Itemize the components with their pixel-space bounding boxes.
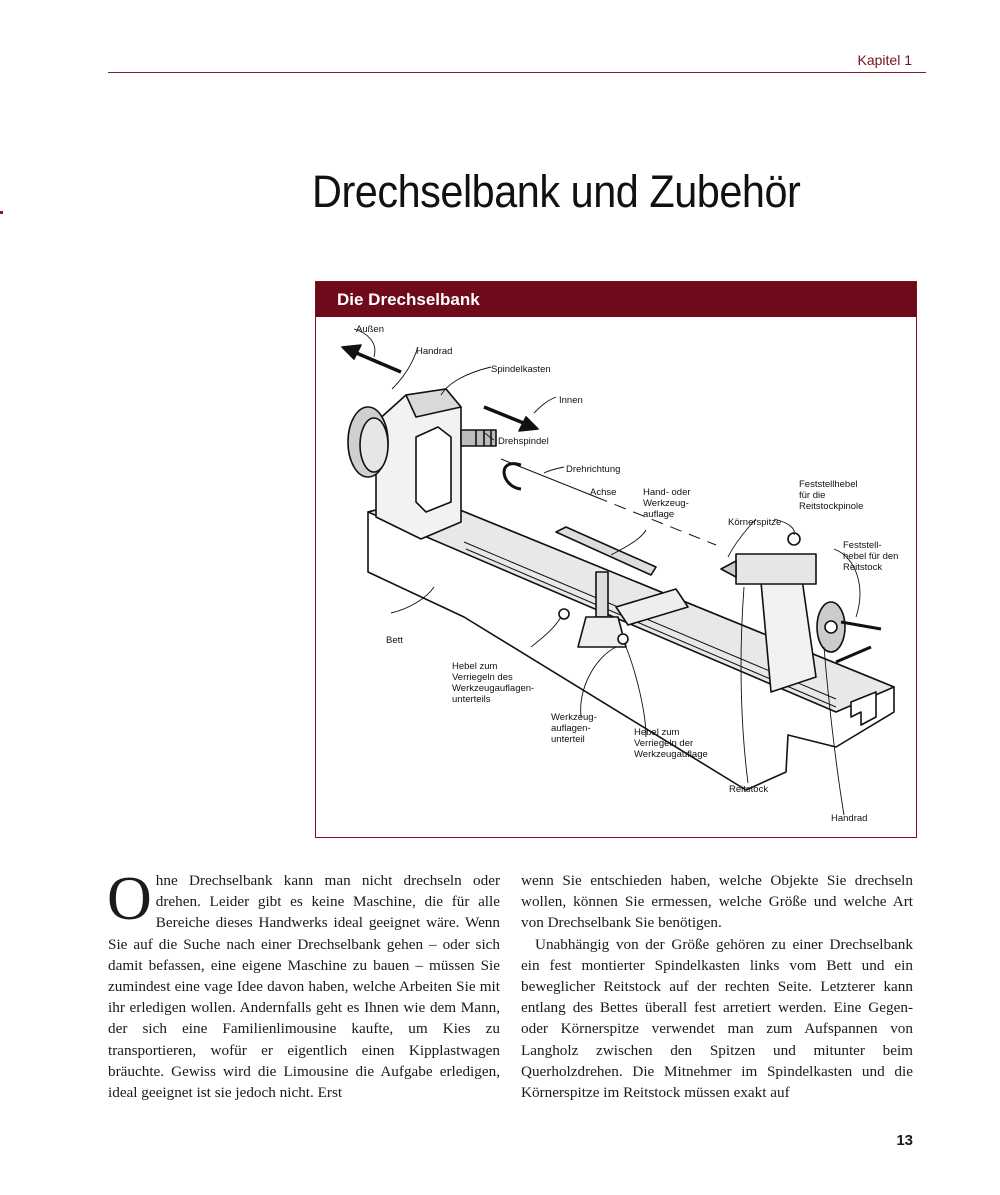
label-spindelkasten: Spindelkasten [491,364,551,375]
drop-cap: O [107,865,152,933]
arrow-out-head [342,345,361,359]
arrow-in-line [484,407,526,424]
rotation-arrow [504,464,521,489]
right-paragraph-1: wenn Sie entschieden haben, welche Objekte Sie drechseln wollen, können Sie ermessen, welche Größe und welche Art von Drechselbank Sie benötigen. [521,872,913,932]
label-werkzeugauflage-2: Werkzeug- [643,498,689,509]
label-hebel-auflage-2: Verriegeln der [634,738,694,749]
arrow-in-head [519,417,538,431]
label-hebel-unterteil-2: Verriegeln des [452,672,513,683]
body-text-right [521,870,913,1103]
label-pinole-3: Reitstockpinole [799,501,864,512]
label-hebel-unterteil-3: Werkzeugauflagen- [452,683,535,694]
label-drehrichtung: Drehrichtung [566,464,621,475]
label-hebel-unterteil-1: Hebel zum [452,661,498,672]
tailstock-point [721,561,736,577]
label-unterteil-2: auflagen- [551,723,591,734]
label-werkzeugauflage-1: Hand- oder [643,487,691,498]
margin-mark [0,211,3,214]
label-werkzeugauflage-3: auflage [643,509,675,520]
left-paragraph: hne Drechselbank kann man nicht drechseln oder drehen. Leider gibt es keine Maschine, die für alle Bereiche dieses Handwerks ideal geeignet wäre. Wenn Sie auf die Suche nach einer Drechselbank gehen – oder sich damit befassen, eine eigene Maschine zu bauen – müssen Sie zumindest eine vage Idee davon haben, welche Arbeiten Sie mit ihr erledigen wollen. Andernfalls geht es Ihnen wie dem Mann, der sich eine Familienlimousine kaufte, um Kies zu transportieren, wofür er eigentlich einen Kipplastwagen bräuchte. Gewiss wird die Limousine die Aufgabe erledigen, ideal geeignet ist sie jedoch nicht. Erst [108,872,500,1102]
page-number: 13 [896,1132,913,1149]
lathe-drawing [342,345,894,790]
label-handrad-bottom: Handrad [831,813,868,824]
tailstock-lever [836,647,871,662]
headstock-window [416,427,451,512]
label-unterteil-1: Werkzeug- [551,712,597,723]
page-title: Drechselbank und Zubehör [312,166,801,217]
running-head [108,52,926,73]
right-paragraph-2: Unabhängig von der Größe gehören zu einer Drechselbank ein fest montierter Spindelkasten links vom Bett und ein beweglicher Reitstock auf der rechten Seite. Letzterer kann entlang des Bettes überall fest arretiert werden. Eine Gegen- oder Körnerspitze verwendet man zum Aufspannen von Langholz zwischen den Spitzen und mitunter beim Querholzdrehen. Die Mitnehmer im Spindelkasten und die Körnerspitze im Reitstock müssen exakt auf [521,935,913,1102]
label-hebel-auflage-3: Werkzeugauflage [634,749,708,760]
label-reitstock-hebel-3: Reitstock [843,562,883,573]
label-pinole-2: für die [799,490,826,501]
tailstock-quill [736,554,816,584]
tool-rest-post [596,572,608,617]
label-innen: Innen [559,395,583,406]
label-hebel-unterteil-4: unterteils [452,694,491,705]
label-hebel-auflage-1: Hebel zum [634,727,680,738]
label-koernerspitze: Körnerspitze [728,517,782,528]
label-pinole-1: Feststellhebel [799,479,858,490]
tailstock-shaft [841,622,881,629]
label-handrad-top: Handrad [416,346,453,357]
lathe-figure [315,281,917,838]
label-unterteil-3: unterteil [551,734,585,745]
label-achse: Achse [590,487,617,498]
chapter-label: Kapitel 1 [857,52,912,68]
arrow-out-line [354,352,401,372]
handwheel-left-face [360,418,388,472]
tailstock-body [761,572,816,692]
body-text-left [107,865,500,1103]
lever-auflage [618,634,628,644]
lathe-diagram [316,317,916,835]
label-reitstock: Reitstock [729,784,769,795]
figure-caption: Die Drechselbank [316,282,916,317]
label-bett: Bett [386,635,403,646]
label-reitstock-hebel-1: Feststell- [843,540,882,551]
label-reitstock-hebel-2: hebel für den [843,551,899,562]
handwheel-right-hub [825,621,837,633]
label-aussen: Außen [356,324,384,335]
label-drehspindel: Drehspindel [498,436,549,447]
